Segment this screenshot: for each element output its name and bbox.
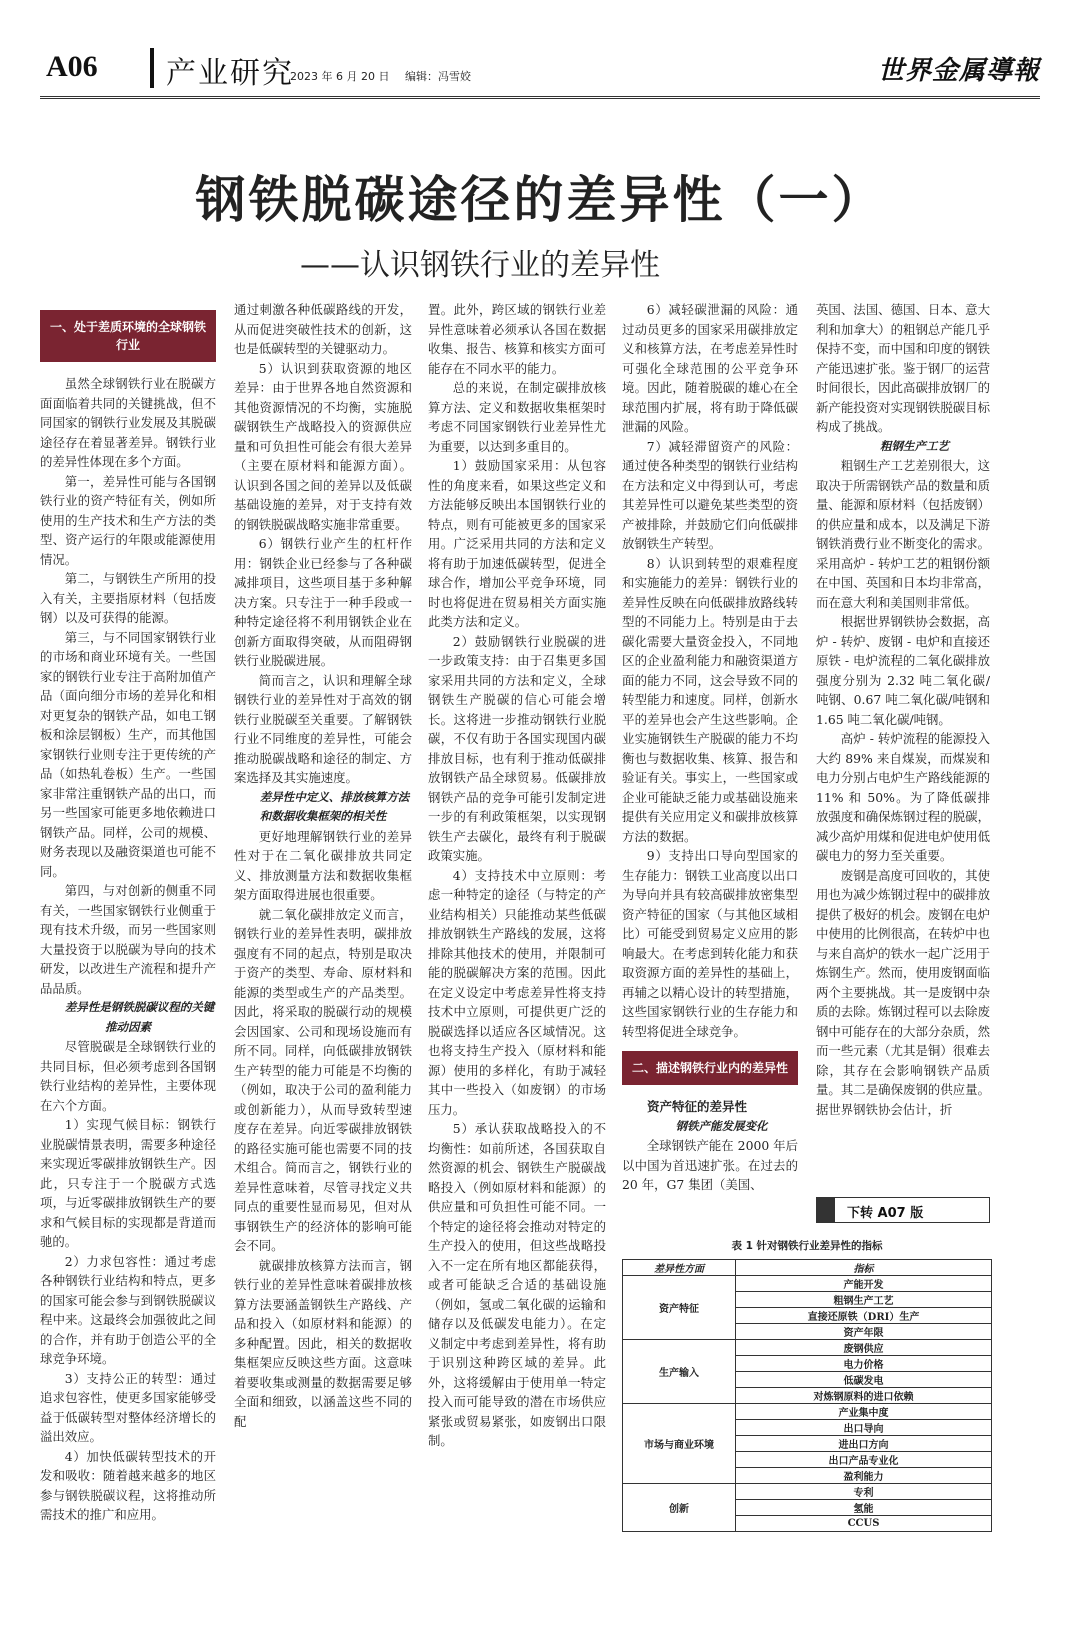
paragraph: 9）支持出口导向型国家的生存能力：钢铁工业高度以出口为导向并具有较高碳排放密集型资产特征的国家（与其他区域相比）可能受到贸易定义应用的影响最大。在考虑到转化能力和获取资源方面的差异性的基础上，再辅之以精心设计的转型措施，这些国家钢铁行业的生存能力和转型将促进全球竞争。 bbox=[622, 848, 798, 1039]
continue-tag-marker bbox=[817, 1198, 835, 1222]
section-heading-1: 一、处于差质环境的全球钢铁行业 bbox=[40, 310, 216, 362]
table-cell: 低碳发电 bbox=[736, 1372, 992, 1388]
paragraph: 4）支持技术中立原则：考虑一种特定的途径（与特定的产业结构相关）只能推动某些低碳排放钢铁生产路线的发展，这将排除其他技术的使用，并限制可能的脱碳解决方案的范围。因此在定义设定中考虑差异性将支持技术中立原则，可提供更广泛的脱碳选择以适应各区域情况。这也将支持生产投入（原材料和能源）使用的多样化，有助于减轻其中一些投入（如废钢）的市场压力。 bbox=[428, 867, 606, 1117]
paragraph: 6）减轻碳泄漏的风险：通过动员更多的国家采用碳排放定义和核算方法，在考虑差异性时可强化全球范围的公平竞争环境。因此，随着脱碳的雄心在全球范围内扩展，将有助于降低碳泄漏的风险。 bbox=[622, 302, 798, 434]
paragraph: 第一，差异性可能与各国钢铁行业的资产特征有关，例如所使用的生产技术和生产方法的类型、资产运行的年限或能源使用情况。 bbox=[40, 473, 216, 567]
subheading: 差异性中定义、排放核算方法和数据收集框架的相关性 bbox=[259, 789, 410, 823]
table-header-cell: 差异性方面 bbox=[623, 1260, 736, 1276]
table-cell: 进出口方向 bbox=[736, 1436, 992, 1452]
subheading: 差异性是钢铁脱碳议程的关键推动因素 bbox=[64, 1000, 215, 1034]
text-column-1 bbox=[40, 300, 216, 1590]
paragraph: 粗钢生产工艺差别很大，这取决于所需钢铁产品的数量和质量、能源和原材料（包括废钢）的供应量和成本，以及满足下游钢铁消费行业不断变化的需求。采用高炉 - 转炉工艺的粗钢份额在中国、英国和日本均非常高，而在意大利和美国则非常低。 bbox=[816, 458, 990, 610]
text-column-4 bbox=[622, 300, 798, 1200]
text-column-5 bbox=[816, 300, 990, 1190]
issue-date: 2023 年 6 月 20 日 bbox=[290, 70, 390, 83]
header-rule bbox=[40, 96, 1040, 99]
paragraph: 1）实现气候目标：钢铁行业脱碳情景表明，需要多种途径来实现近零碳排放钢铁生产。因此，只专注于一个脱碳方式选项，与近零碳排放钢铁生产的要求和气候目标的实现都是背道而驰的。 bbox=[40, 1117, 216, 1249]
paragraph: 6）钢铁行业产生的杠杆作用：钢铁企业已经参与了各种碳减排项目，这些项目基于多种解决方案。只专注于一种手段或一种特定途径将不利用钢铁企业在创新方面取得突破，从而阻碍钢铁行业脱碳进展。 bbox=[234, 536, 412, 668]
table-row bbox=[623, 1484, 992, 1500]
table-cell: 出口产品专业化 bbox=[736, 1452, 992, 1468]
paragraph: 简而言之，认识和理解全球钢铁行业的差异性对于高效的钢铁行业脱碳至关重要。了解钢铁行业不同维度的差异性，可能会推动脱碳战略和途径的制定、方案选择及其实施速度。 bbox=[234, 672, 412, 785]
table-header-cell: 指标 bbox=[736, 1260, 992, 1276]
subheading: 粗钢生产工艺 bbox=[880, 438, 949, 453]
subheading: 资产特征的差异性 bbox=[647, 1099, 748, 1114]
subheading: 钢铁产能发展变化 bbox=[675, 1118, 768, 1133]
paragraph: 更好地理解钢铁行业的差异性对于在二氧化碳排放共同定义、排放测量方法和数据收集框架方面取得进展也很重要。 bbox=[234, 828, 412, 902]
page-number: A06 bbox=[46, 50, 98, 83]
paragraph: 根据世界钢铁协会数据，高炉 - 转炉、废钢 - 电炉和直接还原铁 - 电炉流程的二氧化碳排放强度分别为 2.32 吨二氧化碳/吨钢、0.67 吨二氧化碳/吨钢和 1.65 吨二氧化碳/吨钢。 bbox=[816, 614, 990, 727]
table-header-row bbox=[623, 1260, 992, 1276]
paragraph: 5）承认获取战略投入的不均衡性：如前所述，各国获取自然资源的机会、钢铁生产脱碳战略投入（例如原材料和能源）的供应量和可负担性可能不同。一个特定的途径将会推动对特定的生产投入的使用，但这些战略投入不一定在所有地区都能获得，或者可能缺乏合适的基础设施（例如，氢或二氧化碳的运输和储存以及低碳发电能力）。在定义制定中考虑到差异性，将有助于识别这种跨区域的差异。此外，这将缓解由于使用单一特定投入而可能导致的潜在市场供应紧张或贸易紧张，如废钢出口限制。 bbox=[428, 1121, 606, 1448]
table-cell: 出口导向 bbox=[736, 1420, 992, 1436]
paragraph: 高炉 - 转炉流程的能源投入大约 89% 来自煤炭，而煤炭和电力分别占电炉生产路线能源的 11% 和 50%。为了降低碳排放强度和确保炼钢过程的脱碳，减少高炉用煤和促进电炉使用低碳电力的努力至关重要。 bbox=[816, 731, 990, 863]
paragraph: 英国、法国、德国、日本、意大利和加拿大）的粗钢总产能几乎保持不变，而中国和印度的钢铁产能迅速扩张。鉴于钢厂的运营时间很长，因此高碳排放钢厂的新产能投资对实现钢铁脱碳目标构成了挑战。 bbox=[816, 302, 990, 434]
paragraph: 总的来说，在制定碳排放核算方法、定义和数据收集框架时考虑不同国家钢铁行业差异性尤为重要，以达到多重目的。 bbox=[428, 380, 606, 454]
section-name: 产业研究 bbox=[166, 56, 294, 91]
text-column-3 bbox=[428, 300, 606, 1590]
paragraph: 尽管脱碳是全球钢铁行业的共同目标，但必须考虑到各国钢铁行业结构的差异性，主要体现在六个方面。 bbox=[40, 1039, 216, 1113]
table-cell: 氢能 bbox=[736, 1500, 992, 1516]
editor-credit: 编辑：冯雪姣 bbox=[405, 70, 471, 83]
page-header bbox=[40, 44, 1040, 94]
table-cell: 废钢供应 bbox=[736, 1340, 992, 1356]
table-cell: 盈利能力 bbox=[736, 1468, 992, 1484]
table-cell: CCUS bbox=[736, 1516, 992, 1532]
table-cell: 资产年限 bbox=[736, 1324, 992, 1340]
text-column-2 bbox=[234, 300, 412, 1590]
table-cell: 专利 bbox=[736, 1484, 992, 1500]
paragraph: 4）加快低碳转型技术的开发和吸收：随着越来越多的地区参与钢铁脱碳议程，这将推动所需技术的推广和应用。 bbox=[40, 1448, 216, 1522]
table-caption: 表 1 针对钢铁行业差异性的指标 bbox=[731, 1240, 883, 1252]
table-row bbox=[623, 1340, 992, 1356]
table-cell: 电力价格 bbox=[736, 1356, 992, 1372]
paragraph: 置。此外，跨区域的钢铁行业差异性意味着必须承认各国在数据收集、报告、核算和核实方面可能存在不同水平的能力。 bbox=[428, 302, 606, 376]
paragraph: 第四，与对创新的侧重不同有关，一些国家钢铁行业侧重于现有技术升级，而另一些国家则大量投资于以脱碳为导向的技术研发，以改进生产流程和提升产品品质。 bbox=[40, 883, 216, 996]
paragraph: 8）认识到转型的艰难程度和实施能力的差异：钢铁行业的差异性反映在向低碳排放路线转型的不同能力上。特别是由于去碳化需要大量资金投入，不同地区的企业盈利能力和融资渠道方面的能力不同，这会导致不同的转型能力和速度。同样，创新水平的差异也会产生这些影响。企业实施钢铁生产脱碳的能力不均衡也与数据收集、核算、报告和验证有关。事实上，一些国家或企业可能缺乏能力或基础设施来提供有关应用定义和碳排放核算方法的数据。 bbox=[622, 555, 798, 844]
paragraph: 5）认识到获取资源的地区差异：由于世界各地自然资源和其他资源情况的不均衡，实施脱碳钢铁生产战略投入的资源供应量和可负担性可能会有很大差异（主要在原材料和能源方面）。认识到各国之间的差异以及低碳基础设施的差异，对于支持有效的钢铁脱碳战略实施非常重要。 bbox=[234, 360, 412, 532]
table-cell: 产业集中度 bbox=[736, 1404, 992, 1420]
continue-tag-text: 下转 A07 版 bbox=[847, 1206, 924, 1221]
table-group-cell: 资产特征 bbox=[623, 1276, 736, 1340]
table bbox=[622, 1259, 992, 1532]
newspaper-masthead: 世界金属導報 bbox=[877, 56, 1040, 86]
paragraph: 2）鼓励钢铁行业脱碳的进一步政策支持：由于召集更多国家采用共同的方法和定义，全球钢铁生产脱碳的信心可能会增长。这将进一步推动钢铁行业脱碳，不仅有助于各国实现国内碳排放目标，也有利于推动低碳排放钢铁产品全球贸易。低碳排放钢铁产品的竞争可能引发制定进一步的有利政策框架，以实现钢铁生产去碳化，最终有利于脱碳政策实施。 bbox=[428, 633, 606, 863]
table-group-cell: 市场与商业环境 bbox=[623, 1404, 736, 1484]
header-divider bbox=[150, 48, 154, 88]
paragraph: 通过刺激各种低碳路线的开发，从而促进突破性技术的创新，这也是低碳转型的关键驱动力。 bbox=[234, 302, 412, 356]
section-heading-2: 二、描述钢铁行业内的差异性 bbox=[622, 1051, 798, 1085]
table-group-cell: 创新 bbox=[623, 1484, 736, 1532]
paragraph: 3）支持公正的转型：通过追求包容性，使更多国家能够受益于低碳转型对整体经济增长的溢出效应。 bbox=[40, 1370, 216, 1444]
paragraph: 虽然全球钢铁行业在脱碳方面面临着共同的关键挑战，但不同国家的钢铁行业发展及其脱碳途径存在着显著差异。钢铁行业的差异性体现在多个方面。 bbox=[40, 376, 216, 469]
paragraph: 2）力求包容性：通过考虑各种钢铁行业结构和特点，更多的国家可能会参与到钢铁脱碳议程中来。这最终会加强彼此之间的合作，并有助于创造公平的全球竞争环境。 bbox=[40, 1253, 216, 1366]
paragraph: 废钢是高度可回收的，其使用也为减少炼钢过程中的碳排放提供了极好的机会。废钢在电炉中使用的比例很高，在转炉中也与来自高炉的铁水一起广泛用于炼钢生产。然而，使用废钢面临两个主要挑战。其一是废钢中杂质的去除。炼钢过程可以去除废钢中可能存在的大部分杂质，然而一些元素（尤其是铜）很难去除，其存在会影响钢铁产品质量。其二是确保废钢的供应量。据世界钢铁协会估计，折 bbox=[816, 867, 990, 1117]
paragraph: 第二，与钢铁生产所用的投入有关，主要指原材料（包括废钢）以及可获得的能源。 bbox=[40, 571, 216, 625]
article-subtitle: ——认识钢铁行业的差异性 bbox=[300, 248, 660, 283]
table-row bbox=[623, 1404, 992, 1420]
table-cell: 粗钢生产工艺 bbox=[736, 1292, 992, 1308]
article-title: 钢铁脱碳途径的差异性（一） bbox=[195, 171, 885, 229]
paragraph: 第三，与不同国家钢铁行业的市场和商业环境有关。一些国家的钢铁行业专注于高附加值产品（面向细分市场的差异化和相对更复杂的钢铁产品，如电工钢板和涂层钢板）生产，而其他国家钢铁行业则专注于更传统的产品（如热轧卷板）生产。一些国家非常注重钢铁产品的出口，而另一些国家可能更多地依赖进口钢铁产品。同样，公司的规模、财务表现以及融资渠道也可能不同。 bbox=[40, 629, 216, 879]
table-cell: 产能开发 bbox=[736, 1276, 992, 1292]
table-cell: 对炼钢原料的进口依赖 bbox=[736, 1388, 992, 1404]
table-row bbox=[623, 1276, 992, 1292]
table-cell: 直接还原铁（DRI）生产 bbox=[736, 1308, 992, 1324]
paragraph: 1）鼓励国家采用：从包容性的角度来看，如果这些定义和方法能够反映出本国钢铁行业的特点，则有可能被更多的国家采用。广泛采用共同的方法和定义将有助于加速低碳转型，促进全球合作，增加公平竞争环境，同时也将促进在贸易相关方面实施此类方法和定义。 bbox=[428, 458, 606, 629]
table-group-cell: 生产输入 bbox=[623, 1340, 736, 1404]
paragraph: 就二氧化碳排放定义而言，钢铁行业的差异性表明，碳排放强度有不同的起点，特别是取决于资产的类型、寿命、原材料和能源的类型或生产的产品类型。因此，将采取的脱碳行动的规模会因国家、公司和现场设施而有所不同。同样，向低碳排放钢铁生产转型的能力可能是不均衡的（例如，取决于公司的盈利能力或创新能力），从而导致转型速度存在差异。向近零碳排放钢铁的路径实施可能也需要不同的技术组合。简而言之，钢铁行业的差异性意味着，尽管寻找定义共同点的重要性显而易见，但对从事钢铁生产的经济体的影响可能会不同。 bbox=[234, 906, 412, 1253]
paragraph: 就碳排放核算方法而言，钢铁行业的差异性意味着碳排放核算方法要涵盖钢铁生产路线、产品和投入（如原材料和能源）的多种配置。因此，相关的数据收集框架应反映这些方面。这意味着要收集或测量的数据需要足够全面和细致，以涵盖这些不同的配 bbox=[234, 1257, 412, 1429]
paragraph: 7）减轻滞留资产的风险：通过使各种类型的钢铁行业结构在方法和定义中得到认可，考虑其差异性可以避免某些类型的资产被排除，并鼓励它们向低碳排放钢铁生产转型。 bbox=[622, 438, 798, 551]
continue-tag bbox=[816, 1197, 990, 1223]
indicator-table bbox=[622, 1238, 992, 1532]
paragraph: 全球钢铁产能在 2000 年后以中国为首迅速扩张。在过去的 20 年，G7 集团（美国、 bbox=[622, 1138, 798, 1192]
